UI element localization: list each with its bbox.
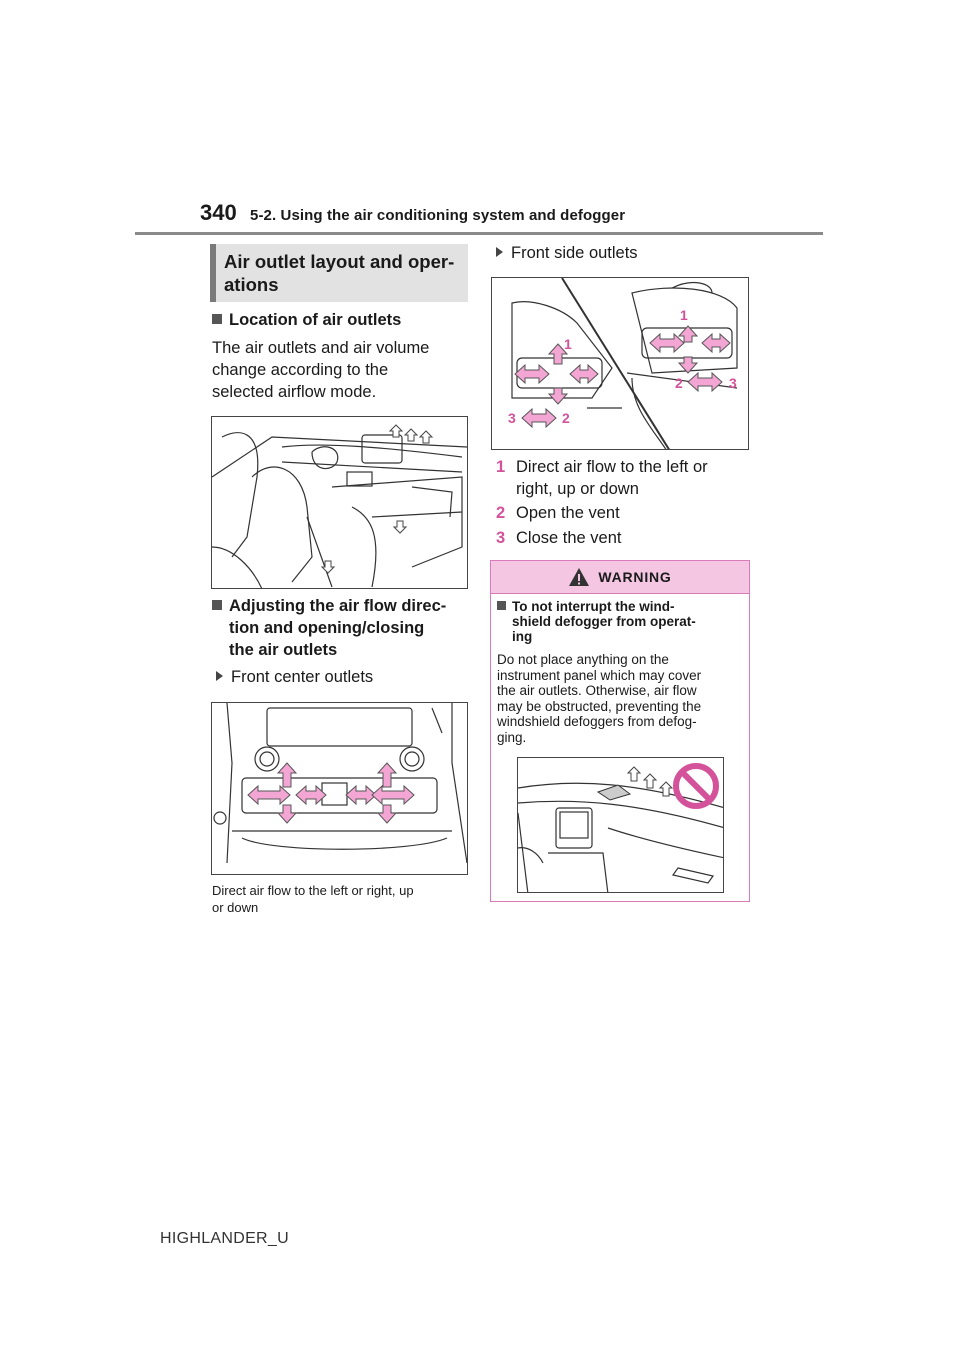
square-bullet-icon bbox=[497, 601, 506, 610]
warning-triangle-icon bbox=[568, 567, 590, 587]
callout-2: 2 bbox=[562, 410, 570, 426]
location-heading: Location of air outlets bbox=[212, 309, 401, 331]
front-center-label: Front center outlets bbox=[216, 666, 373, 688]
step-2: 2 Open the vent bbox=[496, 504, 620, 522]
step-1: 1 Direct air flow to the left or right, up or down bbox=[496, 458, 708, 498]
dashboard-illustration bbox=[517, 757, 724, 893]
adjusting-heading: Adjusting the air flow direc- tion and opening/closing the air outlets bbox=[212, 595, 446, 661]
square-bullet-icon bbox=[212, 600, 222, 610]
side-outlets-illustration bbox=[491, 277, 749, 450]
step-3: 3 Close the vent bbox=[496, 529, 622, 547]
page-number: 340 bbox=[200, 200, 237, 225]
location-text: The air outlets and air volume change according to the selected airflow mode. bbox=[212, 339, 430, 401]
front-side-label: Front side outlets bbox=[496, 242, 638, 264]
section-title-box bbox=[210, 244, 468, 302]
square-bullet-icon bbox=[212, 314, 222, 324]
callout-1: 1 bbox=[564, 336, 572, 352]
triangle-bullet-icon bbox=[496, 247, 503, 257]
triangle-bullet-icon bbox=[216, 671, 223, 681]
section-title-line: ations bbox=[224, 274, 279, 295]
warning-subheading: To not interrupt the wind- shield defogger from operat- ing bbox=[497, 599, 749, 644]
section-title-line: Air outlet layout and oper- bbox=[224, 251, 455, 272]
warning-title: WARNING bbox=[598, 569, 672, 585]
callout-3: 3 bbox=[729, 375, 737, 391]
warning-box bbox=[490, 560, 750, 902]
callout-3: 3 bbox=[508, 410, 516, 426]
center-outlets-illustration bbox=[211, 702, 468, 875]
callout-1: 1 bbox=[680, 307, 688, 323]
warning-header bbox=[491, 561, 749, 594]
interior-illustration bbox=[211, 416, 468, 589]
running-head: 5-2. Using the air conditioning system and defogger bbox=[250, 207, 626, 224]
center-caption: Direct air flow to the left or right, up or down bbox=[212, 883, 414, 915]
footer-model-code: HIGHLANDER_U bbox=[160, 1230, 289, 1247]
warning-text: Do not place anything on the instrument panel which may cover the air outlets. Otherwise, air flow may be obstructed, preventing the windshield defoggers from defog- ging. bbox=[497, 652, 702, 745]
header-rule bbox=[135, 232, 823, 235]
callout-2: 2 bbox=[675, 375, 683, 391]
